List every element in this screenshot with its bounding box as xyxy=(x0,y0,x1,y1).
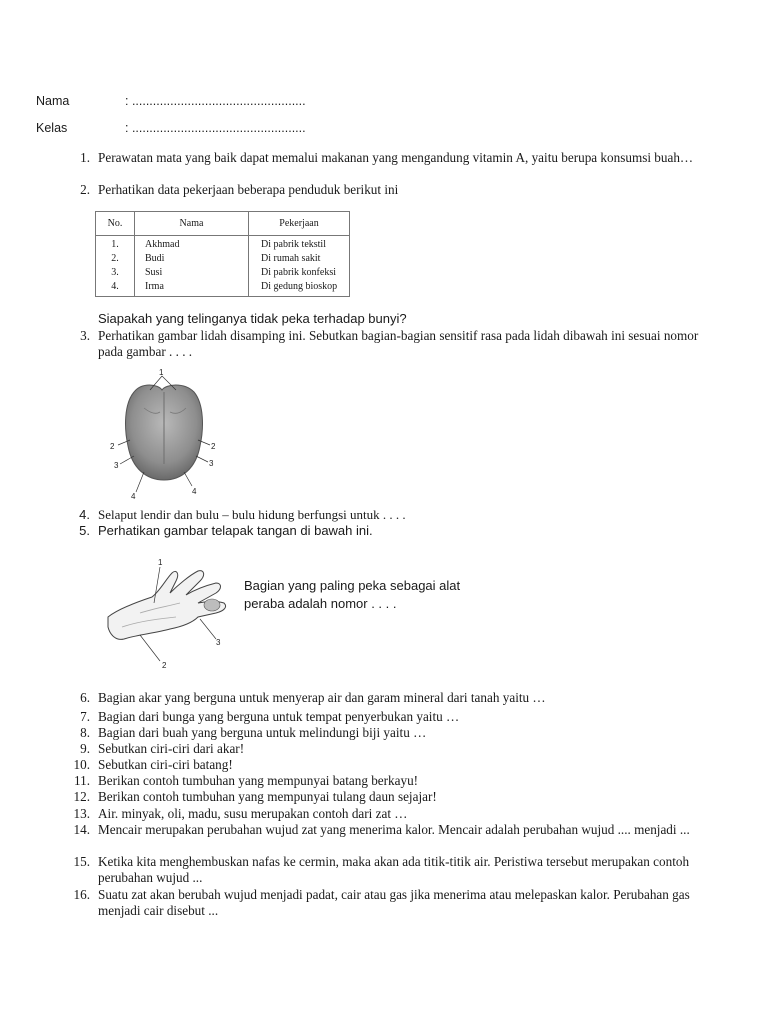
nama-cell: Akhmad Budi Susi Irma xyxy=(135,236,249,297)
tongue-label-2-left: 2 xyxy=(110,442,115,451)
tongue-label-3-right: 3 xyxy=(209,459,214,468)
question-number: 6. xyxy=(80,690,90,705)
question-text: Bagian akar yang berguna untuk menyerap air dan garam mineral dari tanah yaitu … xyxy=(98,690,546,705)
question-text: Perhatikan data pekerjaan beberapa penduduk berikut ini xyxy=(98,182,399,197)
question-number: 12. xyxy=(73,789,90,804)
question-number: 1. xyxy=(80,150,90,165)
column-header-no: No. xyxy=(96,212,135,236)
hand-label-3: 3 xyxy=(216,638,221,647)
table-header-row xyxy=(96,212,350,236)
question-number: 11. xyxy=(74,773,90,788)
tongue-label-3-left: 3 xyxy=(114,461,119,470)
hand-label-2: 2 xyxy=(162,661,167,670)
occupation-table xyxy=(95,211,350,297)
kelas-field[interactable]: : .................................................. xyxy=(125,121,306,135)
side-text-line-2: peraba adalah nomor . . . . xyxy=(244,596,397,611)
question-text: Perawatan mata yang baik dapat memalui makanan yang mengandung vitamin A, yaitu berupa konsumsi buah… xyxy=(98,150,694,165)
question-number: 2. xyxy=(80,182,90,197)
side-text-line-1: Bagian yang paling peka sebagai alat xyxy=(244,578,461,593)
question-number: 15. xyxy=(73,854,90,869)
no-cell: 1. 2. 3. 4. xyxy=(96,236,135,297)
question-number: 13. xyxy=(73,806,90,821)
question-number: 7. xyxy=(80,709,90,724)
question-text: Perhatikan gambar lidah disamping ini. Sebutkan bagian-bagian sensitif rasa pada lidah dibawah ini sesuai nomor pada gambar . . . . xyxy=(98,328,699,359)
question-number: 4. xyxy=(79,507,90,522)
question-text: Sebutkan ciri-ciri dari akar! xyxy=(98,741,245,756)
tongue-label-1: 1 xyxy=(159,368,164,377)
nama-field[interactable]: : .................................................. xyxy=(125,94,306,108)
tongue-label-2-right: 2 xyxy=(211,442,216,451)
fingertip-marker xyxy=(204,599,220,611)
question-text: Selaput lendir dan bulu – bulu hidung berfungsi untuk . . . . xyxy=(98,507,406,522)
table-row xyxy=(96,236,350,297)
question-text: Bagian dari buah yang berguna untuk melindungi biji yaitu … xyxy=(98,725,427,740)
question-text: Sebutkan ciri-ciri batang! xyxy=(98,757,233,772)
question-text: Berikan contoh tumbuhan yang mempunyai tulang daun sejajar! xyxy=(98,789,437,804)
tongue-label-4-left: 4 xyxy=(131,492,136,501)
tongue-illustration xyxy=(100,368,230,503)
hand-label-1: 1 xyxy=(158,558,163,567)
question-text: Berikan contoh tumbuhan yang mempunyai batang berkayu! xyxy=(98,773,419,788)
question-text: Perhatikan gambar telapak tangan di bawah ini. xyxy=(98,523,373,538)
question-text: Bagian dari bunga yang berguna untuk tempat penyerbukan yaitu … xyxy=(98,709,460,724)
question-number: 10. xyxy=(73,757,90,772)
question-text: Suatu zat akan berubah wujud menjadi padat, cair atau gas jika menerima atau melepaskan kalor. Perubahan gas menjadi cair disebut ... xyxy=(98,887,690,918)
tongue-label-4-right: 4 xyxy=(192,487,197,496)
column-header-pekerjaan: Pekerjaan xyxy=(249,212,350,236)
question-number: 14. xyxy=(73,822,90,837)
question-number: 8. xyxy=(80,725,90,740)
question-2-followup: Siapakah yang telinganya tidak peka terhadap bunyi? xyxy=(98,311,407,326)
question-5-side-text xyxy=(244,577,460,613)
question-text: Ketika kita menghembuskan nafas ke cermin, maka akan ada titik-titik air. Peristiwa tersebut merupakan contoh perubahan wujud ... xyxy=(98,854,690,885)
hand-illustration xyxy=(100,557,235,672)
question-number: 9. xyxy=(80,741,90,756)
column-header-nama: Nama xyxy=(135,212,249,236)
question-text: Mencair merupakan perubahan wujud zat yang menerima kalor. Mencair adalah perubahan wujud .... menjadi ... xyxy=(98,822,690,837)
question-number: 16. xyxy=(73,887,90,902)
question-number: 5. xyxy=(79,523,90,538)
question-text: Air. minyak, oli, madu, susu merupakan contoh dari zat … xyxy=(98,806,408,821)
pekerjaan-cell: Di pabrik tekstil Di rumah sakit Di pabrik konfeksi Di gedung bioskop xyxy=(249,236,350,297)
kelas-label: Kelas xyxy=(36,121,68,135)
question-number: 3. xyxy=(80,328,90,343)
nama-label: Nama xyxy=(36,94,70,108)
